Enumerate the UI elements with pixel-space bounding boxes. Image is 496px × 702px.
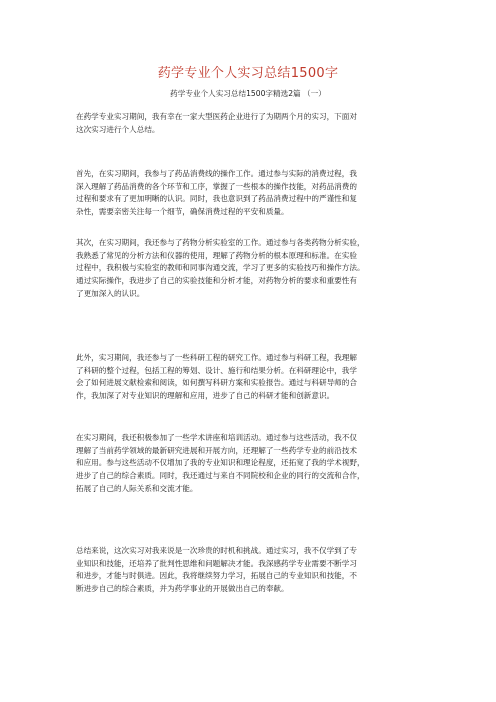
paragraph-line: 和进步，才能与时俱进。因此，我将继续努力学习，拓展自己的专业知识和技能，不 bbox=[76, 571, 357, 581]
paragraph-line: 进步了自己的综合素质。同时，我还通过与来自不同院校和企业的同行的交流和合作， bbox=[76, 471, 365, 481]
paragraph-line: 通过实际操作，我进步了自己的实验技能和分析才能，对药物分析的要求和重要性有 bbox=[76, 276, 357, 286]
paragraph-line: 其次，在实习期间，我还参与了药物分析实验室的工作。通过参与各类药物分析实验， bbox=[76, 238, 365, 247]
paragraph-line: 总结来说，这次实习对我来说是一次珍贵的时机和挑战。通过实习，我不仅学到了专 bbox=[76, 546, 357, 555]
paragraph-line: 此外，实习期间，我还参与了一些科研工程的研究工作。通过参与科研工程，我理解 bbox=[76, 353, 357, 362]
paragraph-line: 杂性，需要亲密关注每一个细节，确保消费过程的平安和质量。 bbox=[76, 207, 289, 217]
paragraph-line: 在实习期间，我还积极参加了一些学术讲座和培训活动。通过参与这些活动，我不仅 bbox=[76, 433, 357, 442]
paragraph-research bbox=[76, 352, 422, 403]
paragraph-line: 这次实习进行个人总结。 bbox=[76, 124, 160, 134]
paragraph-analysis-lab bbox=[76, 237, 422, 301]
paragraph-line: 在药学专业实习期间，我有幸在一家大型医药企业进行了为期两个月的实习，下面对 bbox=[76, 112, 357, 121]
paragraph-line: 了科研的整个过程，包括工程的筹划、设计、施行和结果分析。在科研理论中，我学 bbox=[76, 365, 357, 375]
paragraph-line: 拓展了自己的人际关系和交流才能。 bbox=[76, 483, 198, 493]
paragraph-line: 和应用。参与这些活动不仅增加了我的专业知识和理论程度，还拓宽了我的学术视野， bbox=[76, 458, 365, 468]
paragraph-production-line bbox=[76, 168, 422, 219]
paragraph-line: 了更加深入的认识。 bbox=[76, 288, 145, 298]
paragraph-conclusion bbox=[76, 545, 422, 596]
paragraph-line: 断进步自己的综合素质，并为药学事业的开展做出自己的奉献。 bbox=[76, 584, 289, 594]
paragraph-line: 过程和要求有了更加明晰的认识。同时，我也意识到了药品消费过程中的严谨性和复 bbox=[76, 194, 357, 204]
paragraph-line: 作，我加深了对专业知识的理解和应用，进步了自己的科研才能和创新意识。 bbox=[76, 391, 335, 401]
paragraph-line: 业知识和技能，还培养了批判性思维和问题解决才能。我深感药学专业需要不断学习 bbox=[76, 558, 357, 568]
paragraph-line: 首先，在实习期间，我参与了药品消费线的操作工作。通过参与实际的消费过程，我 bbox=[76, 169, 357, 178]
document-title: 药学专业个人实习总结1500字 bbox=[157, 66, 339, 81]
paragraph-intro bbox=[76, 111, 422, 136]
paragraph-line: 过程中，我积极与实验室的教师和同事沟通交流，学习了更多的实验技巧和操作方法。 bbox=[76, 263, 365, 273]
paragraph-line: 理解了当前药学领域的最新研究进展和开展方向，还理解了一些药学专业的前沿技术 bbox=[76, 445, 357, 455]
paragraph-line: 我熟悉了常见的分析方法和仪器的使用，理解了药物分析的根本原理和标准。在实验 bbox=[76, 250, 357, 260]
paragraph-lectures bbox=[76, 432, 422, 496]
paragraph-line: 深入理解了药品消费的各个环节和工序，掌握了一些根本的操作技能，对药品消费的 bbox=[76, 181, 357, 191]
document-subtitle: 药学专业个人实习总结1500字精选2篇 （一） bbox=[170, 89, 326, 98]
paragraph-line: 会了如何进展文献检索和阅读，如何撰写科研方案和实验报告。通过与科研导师的合 bbox=[76, 378, 357, 388]
